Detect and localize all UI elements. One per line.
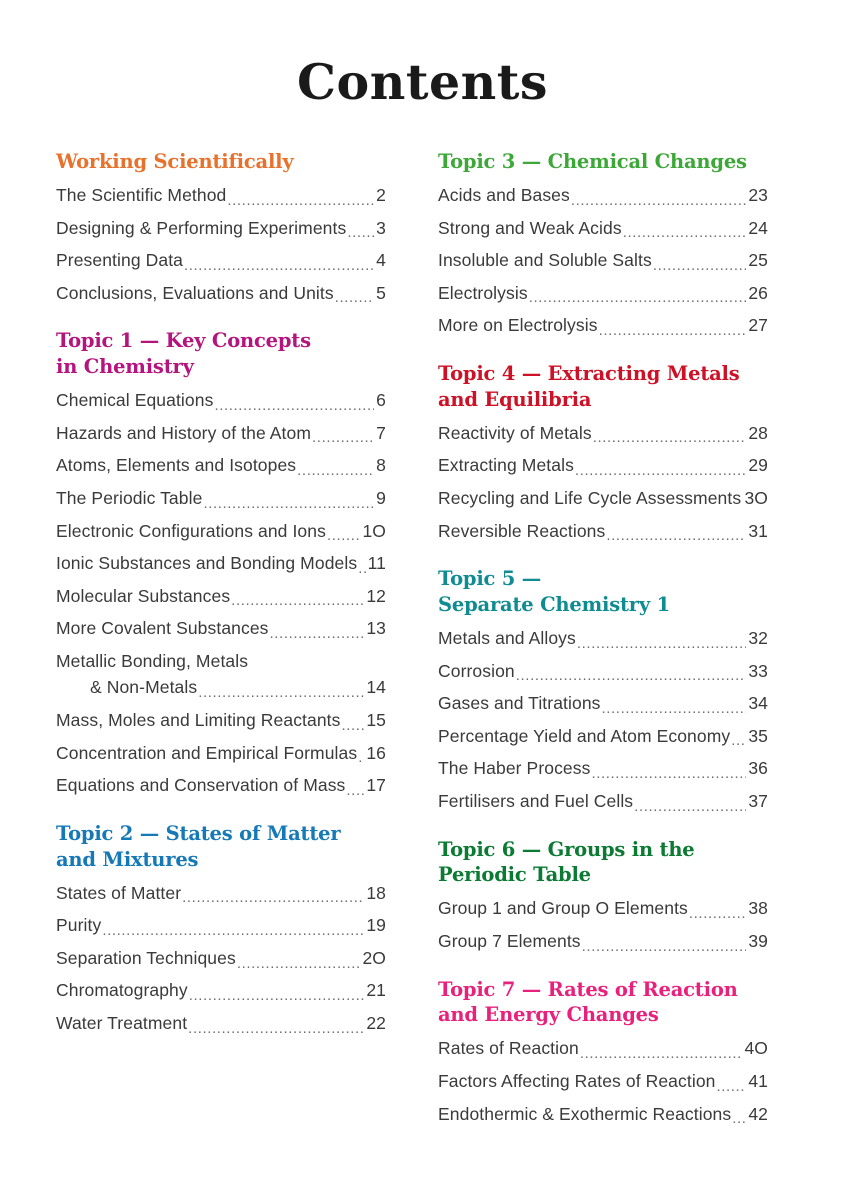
toc-entry-page-number: 21 bbox=[366, 980, 386, 1001]
toc-entry-page-number: 2O bbox=[362, 947, 386, 968]
toc-entry-page-number: 18 bbox=[366, 882, 386, 903]
contents-columns bbox=[0, 149, 845, 1133]
toc-entry-title: The Periodic Table bbox=[56, 487, 203, 508]
section-heading bbox=[56, 328, 386, 380]
toc-entry-page-number: 22 bbox=[366, 1013, 386, 1034]
toc-entry[interactable] bbox=[438, 755, 768, 782]
dot-leader bbox=[347, 224, 374, 242]
contents-section-working-scientifically bbox=[56, 149, 386, 306]
dot-leader bbox=[731, 732, 746, 750]
toc-entry-page-number: 17 bbox=[366, 775, 386, 796]
toc-entry-page-number: 24 bbox=[748, 217, 768, 238]
dot-leader bbox=[184, 256, 374, 274]
dot-leader bbox=[102, 921, 364, 939]
toc-entry-page-number: 6 bbox=[376, 390, 386, 411]
contents-section-topic-5 bbox=[438, 566, 768, 814]
section-heading-line: Separate Chemistry 1 bbox=[438, 593, 670, 617]
toc-entry[interactable] bbox=[438, 723, 768, 750]
toc-entry-page-number: 27 bbox=[748, 315, 768, 336]
dot-leader bbox=[346, 781, 364, 799]
toc-entry-title: Percentage Yield and Atom Economy bbox=[438, 725, 731, 746]
section-heading-line: Topic 3 — Chemical Changes bbox=[438, 150, 747, 173]
toc-entry[interactable] bbox=[438, 518, 768, 545]
section-heading-line: Topic 4 — Extracting Metals bbox=[438, 361, 740, 385]
dot-leader bbox=[189, 987, 365, 1005]
dot-leader bbox=[214, 396, 374, 414]
dot-leader bbox=[335, 289, 374, 307]
toc-entry-title: Concentration and Empirical Formulas bbox=[56, 742, 358, 763]
dot-leader bbox=[231, 592, 364, 610]
toc-entry-title: Chromatography bbox=[56, 980, 188, 1001]
toc-entry[interactable] bbox=[438, 658, 768, 685]
section-heading bbox=[438, 837, 768, 889]
toc-entry-title: & Non-Metals bbox=[90, 677, 198, 698]
toc-entry-page-number: 37 bbox=[748, 790, 768, 811]
section-heading bbox=[56, 149, 386, 175]
toc-entry-page-number: 35 bbox=[748, 725, 768, 746]
toc-entry-continuation bbox=[56, 674, 386, 701]
toc-entry[interactable] bbox=[56, 648, 386, 701]
dot-leader bbox=[577, 634, 746, 652]
toc-entry-title: States of Matter bbox=[56, 882, 182, 903]
dot-leader bbox=[634, 797, 746, 815]
toc-entry-title: More on Electrolysis bbox=[438, 315, 598, 336]
toc-entry[interactable] bbox=[56, 518, 386, 545]
section-heading-line: and Equilibria bbox=[438, 387, 592, 411]
toc-entry-page-number: 23 bbox=[748, 184, 768, 205]
toc-entry-title: Purity bbox=[56, 915, 102, 936]
toc-entry[interactable] bbox=[438, 247, 768, 274]
toc-entry-title: Corrosion bbox=[438, 660, 515, 681]
toc-entry-page-number: 28 bbox=[748, 422, 768, 443]
dot-leader bbox=[606, 527, 746, 545]
toc-entry[interactable] bbox=[438, 485, 768, 512]
dot-leader bbox=[580, 1044, 743, 1062]
toc-entry-page-number: 19 bbox=[366, 915, 386, 936]
toc-entry[interactable] bbox=[56, 452, 386, 479]
toc-entry[interactable] bbox=[56, 615, 386, 642]
toc-entry-page-number: 38 bbox=[748, 898, 768, 919]
toc-entry-page-number: 32 bbox=[748, 627, 768, 648]
toc-entry-page-number: 15 bbox=[366, 710, 386, 731]
toc-entry-title: Group 1 and Group O Elements bbox=[438, 898, 688, 919]
toc-entry-page-number: 31 bbox=[748, 520, 768, 541]
dot-leader bbox=[591, 764, 746, 782]
dot-leader bbox=[237, 954, 361, 972]
dot-leader bbox=[599, 321, 747, 339]
toc-entry-page-number: 3 bbox=[376, 217, 386, 238]
toc-entry[interactable] bbox=[438, 452, 768, 479]
dot-leader bbox=[312, 429, 374, 447]
toc-entry-page-number: 1O bbox=[362, 520, 386, 541]
contents-section-topic-7-rates-of-reaction bbox=[438, 977, 768, 1128]
section-heading-line: Periodic Table bbox=[438, 863, 591, 887]
dot-leader bbox=[188, 1019, 364, 1037]
toc-entry-page-number: 14 bbox=[366, 677, 386, 698]
toc-entry-page-number: 8 bbox=[376, 455, 386, 476]
toc-entry-title: Electrolysis bbox=[438, 282, 528, 303]
toc-entry[interactable] bbox=[56, 182, 386, 209]
section-heading bbox=[438, 566, 768, 618]
dot-leader bbox=[716, 1077, 746, 1095]
toc-entry-page-number: 5 bbox=[376, 282, 386, 303]
toc-entry-page-number: 16 bbox=[366, 742, 386, 763]
toc-entry-title: Fertilisers and Fuel Cells bbox=[438, 790, 634, 811]
toc-entry-page-number: 12 bbox=[366, 585, 386, 606]
section-heading-line: Topic 6 — Groups in the bbox=[438, 837, 695, 861]
toc-entry[interactable] bbox=[438, 1068, 768, 1095]
toc-entry[interactable] bbox=[438, 895, 768, 922]
toc-entry-title: Electronic Configurations and Ions bbox=[56, 520, 326, 541]
toc-entry-title: Metals and Alloys bbox=[438, 627, 576, 648]
dot-leader bbox=[327, 527, 361, 545]
toc-entry-title: Group 7 Elements bbox=[438, 930, 581, 951]
toc-entry[interactable] bbox=[56, 280, 386, 307]
toc-entry-page-number: 29 bbox=[748, 455, 768, 476]
toc-entry-page-number: 2 bbox=[376, 184, 386, 205]
toc-entry[interactable] bbox=[438, 1035, 768, 1062]
dot-leader bbox=[358, 749, 364, 767]
toc-entry-title: Separation Techniques bbox=[56, 947, 236, 968]
dot-leader bbox=[516, 667, 747, 685]
toc-entry[interactable] bbox=[56, 945, 386, 972]
page-title: Contents bbox=[297, 53, 548, 111]
toc-entry-title: Endothermic & Exothermic Reactions bbox=[438, 1103, 732, 1124]
toc-entry-title: Gases and Titrations bbox=[438, 693, 601, 714]
toc-entry[interactable] bbox=[438, 280, 768, 307]
toc-entry[interactable] bbox=[438, 215, 768, 242]
toc-entry[interactable] bbox=[438, 312, 768, 339]
toc-entry[interactable] bbox=[56, 912, 386, 939]
section-heading-line: and Mixtures bbox=[56, 847, 199, 871]
dot-leader bbox=[575, 461, 746, 479]
dot-leader bbox=[602, 699, 747, 717]
section-heading-line: Topic 2 — States of Matter bbox=[56, 821, 341, 845]
dot-leader bbox=[593, 429, 747, 447]
toc-entry-page-number: 42 bbox=[748, 1103, 768, 1124]
toc-entry[interactable] bbox=[56, 977, 386, 1004]
toc-entry-title: Rates of Reaction bbox=[438, 1038, 579, 1059]
toc-entry[interactable] bbox=[56, 772, 386, 799]
dot-leader bbox=[342, 716, 365, 734]
toc-entry-title: Ionic Substances and Bonding Models bbox=[56, 553, 358, 574]
contents-section-topic-1-key-concepts bbox=[56, 328, 386, 799]
toc-entry-title: Factors Affecting Rates of Reaction bbox=[438, 1070, 716, 1091]
toc-entry-page-number: 39 bbox=[748, 930, 768, 951]
toc-entry-title: Reversible Reactions bbox=[438, 520, 606, 541]
toc-entry[interactable] bbox=[438, 625, 768, 652]
toc-entry-page-number: 33 bbox=[748, 660, 768, 681]
toc-entry-title: Hazards and History of the Atom bbox=[56, 422, 312, 443]
toc-entry[interactable] bbox=[56, 880, 386, 907]
toc-entry[interactable] bbox=[56, 740, 386, 767]
dot-leader bbox=[198, 684, 365, 702]
left-column bbox=[56, 149, 386, 1043]
dot-leader bbox=[270, 624, 365, 642]
toc-entry-page-number: 34 bbox=[748, 693, 768, 714]
toc-entry-title: Acids and Bases bbox=[438, 184, 570, 205]
toc-entry-page-number: 41 bbox=[748, 1070, 768, 1091]
toc-entry-page-number: 36 bbox=[748, 758, 768, 779]
toc-entry[interactable] bbox=[56, 707, 386, 734]
toc-entry[interactable] bbox=[438, 788, 768, 815]
contents-section-topic-4-extracting-metals bbox=[438, 361, 768, 544]
toc-entry-title: Recycling and Life Cycle Assessments bbox=[438, 487, 742, 508]
dot-leader bbox=[182, 889, 364, 907]
dot-leader bbox=[571, 191, 746, 209]
toc-entry-title: Equations and Conservation of Mass bbox=[56, 775, 346, 796]
dot-leader bbox=[358, 559, 365, 577]
toc-entry-title: Insoluble and Soluble Salts bbox=[438, 250, 652, 271]
toc-entry[interactable] bbox=[56, 247, 386, 274]
toc-entry-title: The Haber Process bbox=[438, 758, 591, 779]
toc-entry-page-number: 4 bbox=[376, 250, 386, 271]
section-heading bbox=[438, 149, 768, 175]
toc-entry[interactable] bbox=[56, 485, 386, 512]
toc-entry-page-number: 11 bbox=[367, 553, 386, 574]
toc-entry[interactable] bbox=[438, 182, 768, 209]
toc-entry-title: Mass, Moles and Limiting Reactants bbox=[56, 710, 341, 731]
toc-entry-title: Designing & Performing Experiments bbox=[56, 217, 347, 238]
toc-entry-page-number: 7 bbox=[376, 422, 386, 443]
toc-entry[interactable] bbox=[438, 420, 768, 447]
section-heading-line: and Energy Changes bbox=[438, 1003, 659, 1027]
toc-entry[interactable] bbox=[438, 928, 768, 955]
contents-section-topic-2-states-of-matter bbox=[56, 821, 386, 1037]
dot-leader bbox=[653, 256, 747, 274]
dot-leader bbox=[623, 224, 747, 242]
dot-leader bbox=[689, 904, 746, 922]
toc-entry[interactable] bbox=[56, 583, 386, 610]
toc-entry-page-number: 4O bbox=[744, 1038, 768, 1059]
toc-entry[interactable] bbox=[56, 1010, 386, 1037]
section-heading-line: Topic 5 — bbox=[438, 567, 542, 591]
toc-entry-title: Presenting Data bbox=[56, 250, 183, 271]
toc-entry-title: Extracting Metals bbox=[438, 455, 574, 476]
toc-entry-page-number: 25 bbox=[748, 250, 768, 271]
section-heading-line: in Chemistry bbox=[56, 355, 194, 379]
dot-leader bbox=[227, 191, 374, 209]
toc-entry[interactable] bbox=[56, 550, 386, 577]
toc-entry-title: Atoms, Elements and Isotopes bbox=[56, 455, 297, 476]
toc-entry-title: Chemical Equations bbox=[56, 390, 214, 411]
toc-entry[interactable] bbox=[438, 1101, 768, 1128]
toc-entry-title: More Covalent Substances bbox=[56, 618, 269, 639]
toc-entry-page-number: 13 bbox=[366, 618, 386, 639]
toc-entry-title: Strong and Weak Acids bbox=[438, 217, 622, 238]
toc-entry-title: Reactivity of Metals bbox=[438, 422, 592, 443]
section-heading bbox=[438, 977, 768, 1029]
section-heading bbox=[438, 361, 768, 413]
toc-entry[interactable] bbox=[56, 420, 386, 447]
toc-entry-title: Metallic Bonding, Metals bbox=[56, 650, 249, 671]
contents-section-topic-3-chemical-changes bbox=[438, 149, 768, 339]
toc-entry[interactable] bbox=[438, 690, 768, 717]
toc-entry-title: Water Treatment bbox=[56, 1013, 188, 1034]
section-heading-line: Working Scientifically bbox=[56, 150, 294, 173]
toc-entry-page-number: 9 bbox=[376, 487, 386, 508]
contents-section-topic-6-groups-in-the bbox=[438, 837, 768, 955]
toc-entry-title: Molecular Substances bbox=[56, 585, 231, 606]
dot-leader bbox=[582, 937, 747, 955]
toc-entry-page-number: 26 bbox=[748, 282, 768, 303]
toc-entry-page-number: 3O bbox=[744, 487, 768, 508]
dot-leader bbox=[297, 461, 374, 479]
toc-entry[interactable] bbox=[56, 387, 386, 414]
toc-entry[interactable] bbox=[56, 215, 386, 242]
toc-entry-title: The Scientific Method bbox=[56, 184, 227, 205]
section-heading bbox=[56, 821, 386, 873]
section-heading-line: Topic 1 — Key Concepts bbox=[56, 329, 311, 353]
right-column bbox=[438, 149, 768, 1133]
section-heading-line: Topic 7 — Rates of Reaction bbox=[438, 977, 738, 1001]
toc-entry-title: Conclusions, Evaluations and Units bbox=[56, 282, 334, 303]
dot-leader bbox=[529, 289, 747, 307]
dot-leader bbox=[732, 1110, 746, 1128]
dot-leader bbox=[203, 494, 374, 512]
